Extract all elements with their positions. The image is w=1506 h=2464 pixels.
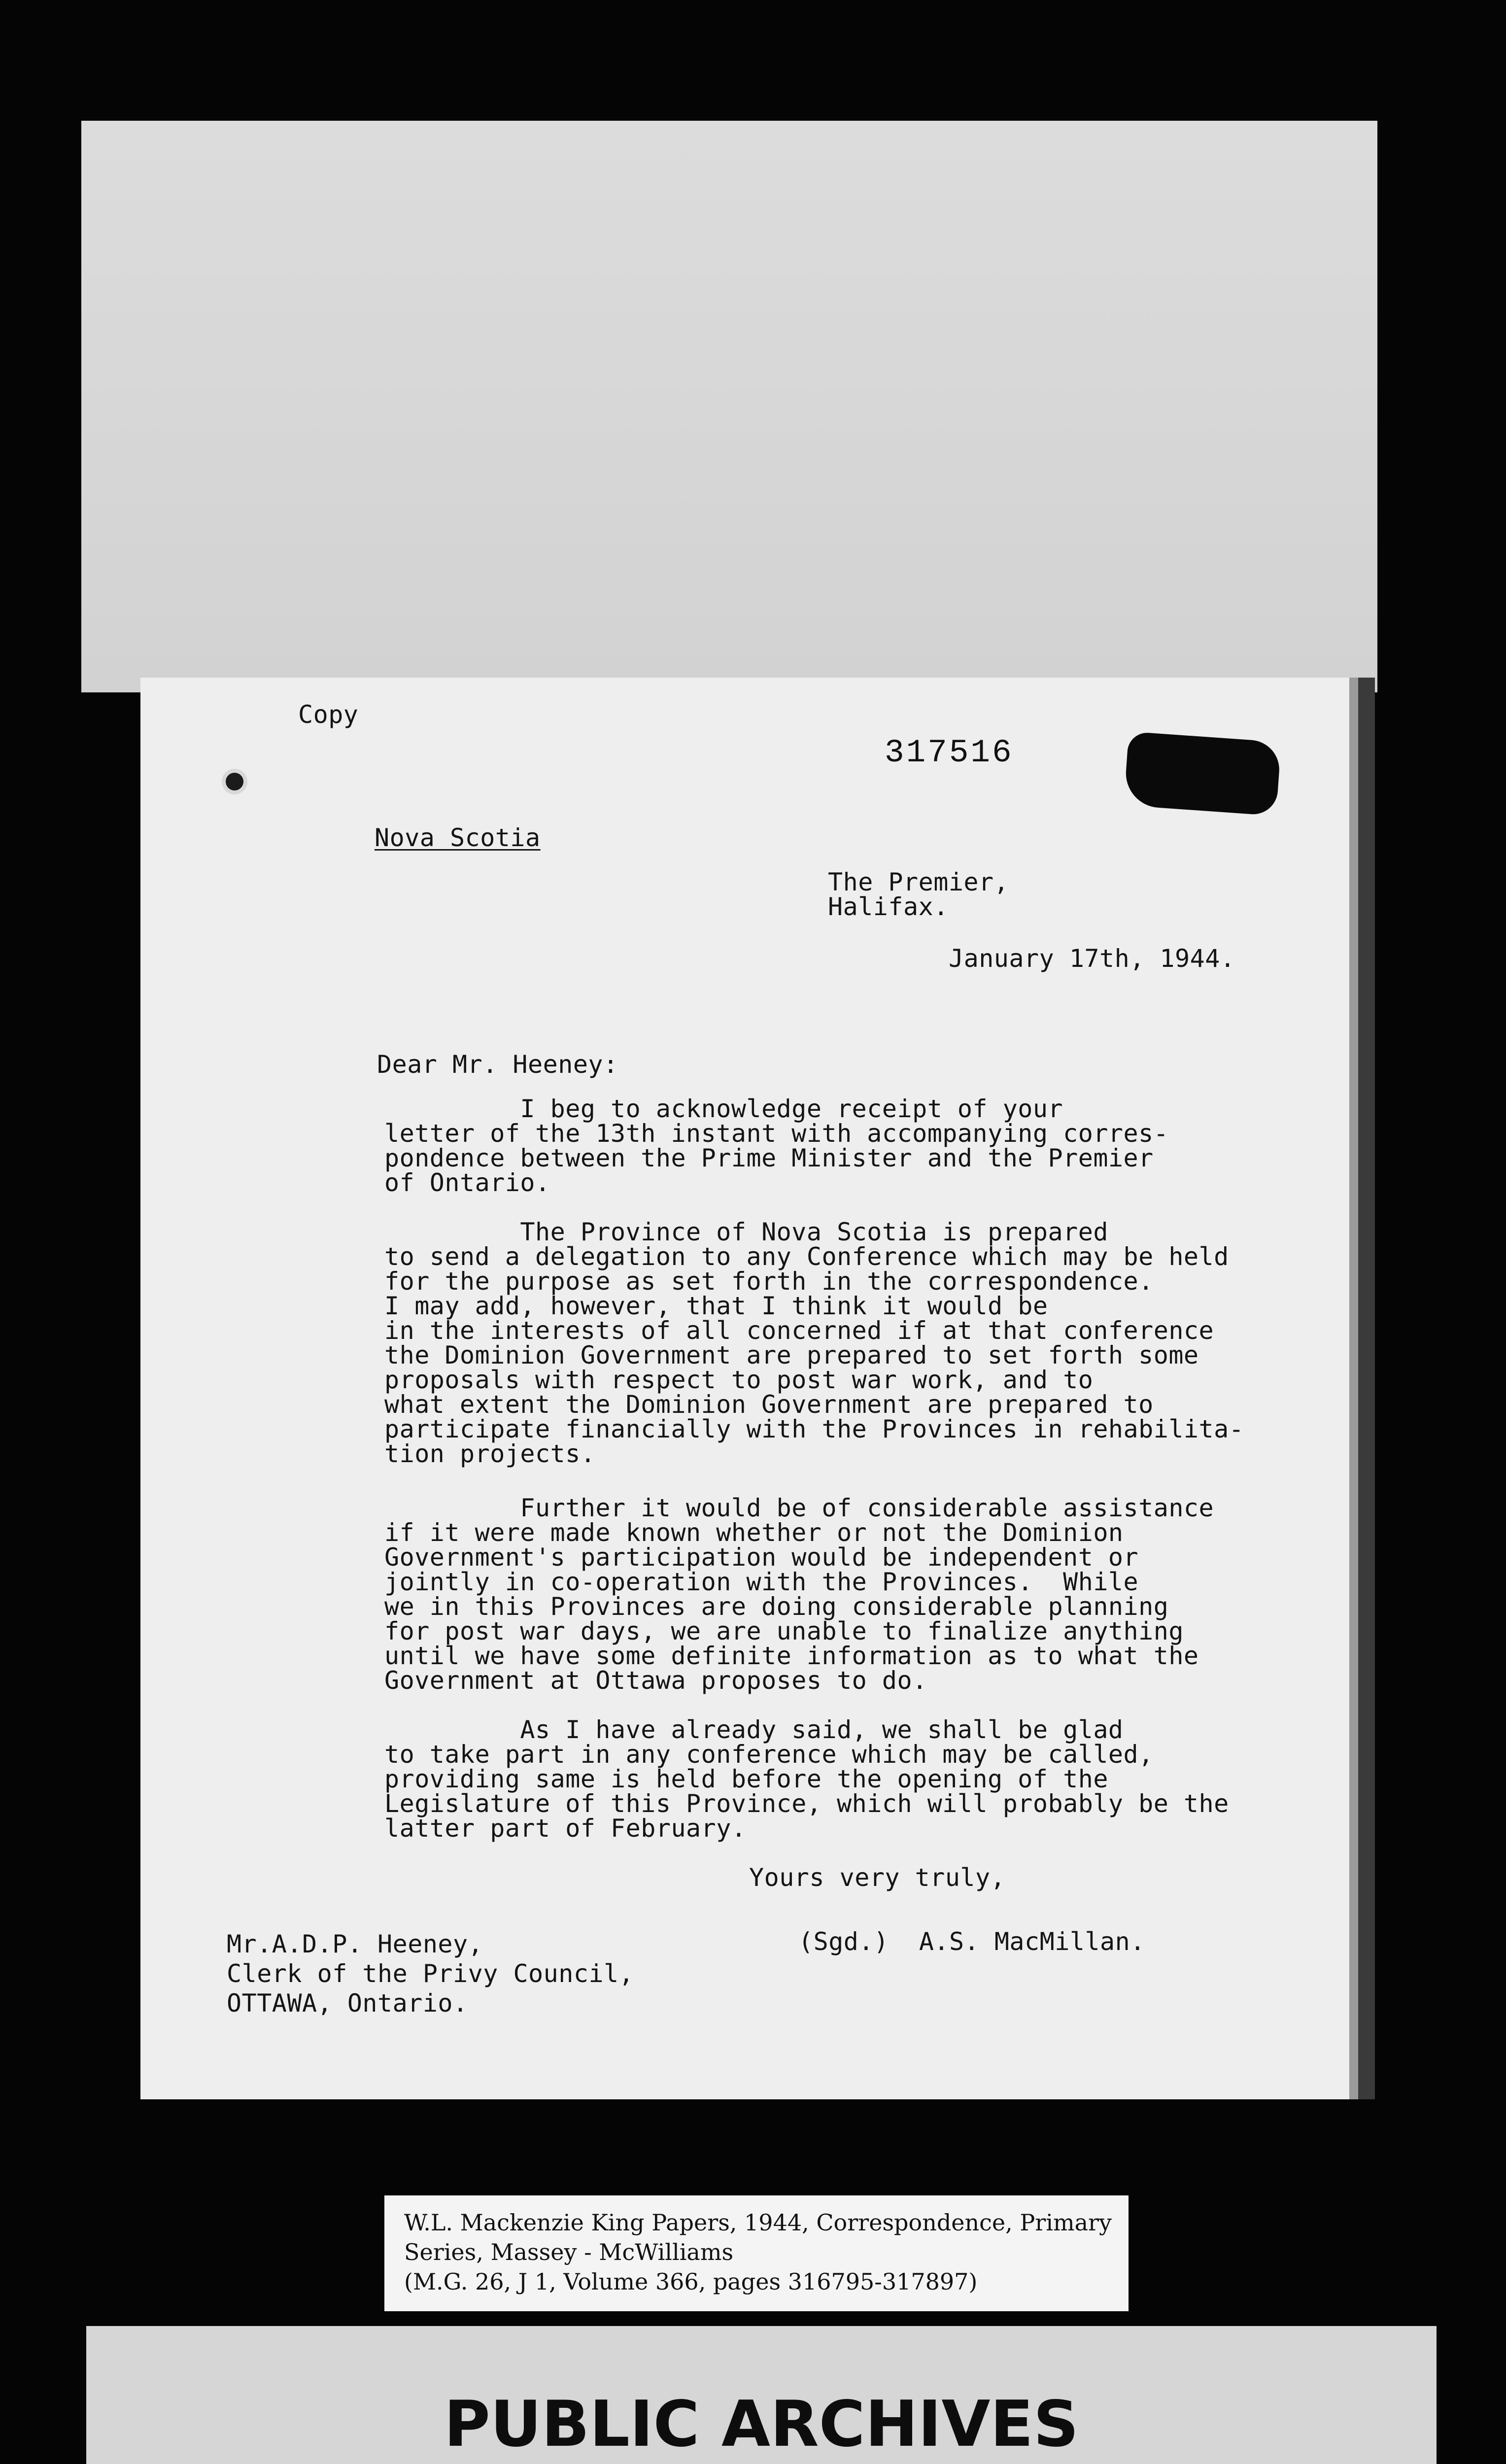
signature: (Sgd.) A.S. MacMillan. (798, 1927, 1145, 1956)
body-line: tion projects. (384, 1439, 596, 1468)
body-line: jointly in co-operation with the Provinces. While (384, 1568, 1139, 1596)
body-line: As I have already said, we shall be glad (384, 1715, 1124, 1744)
reference-line: W.L. Mackenzie King Papers, 1944, Correspondence, Primary (404, 2209, 1112, 2236)
redaction-mark (1124, 731, 1281, 816)
body-line: until we have some definite information as to what the (384, 1642, 1199, 1670)
archive-title-english: PUBLIC ARCHIVES (444, 2388, 1079, 2461)
body-line: proposals with respect to post war work, and to (384, 1366, 1094, 1394)
addressee-province: Nova Scotia (375, 823, 541, 852)
sender-title: The Premier, (828, 868, 1009, 896)
body-line: I may add, however, that I think it would be (384, 1292, 1048, 1320)
body-line: we in this Provinces are doing considerable planning (384, 1592, 1169, 1621)
body-line: providing same is held before the opening of the (384, 1765, 1108, 1793)
body-line: Government's participation would be independent or (384, 1543, 1139, 1572)
sender-city: Halifax. (828, 892, 949, 921)
body-line: pondence between the Prime Minister and the Premier (384, 1144, 1154, 1172)
salutation: Dear Mr. Heeney: (377, 1050, 618, 1079)
punch-hole (222, 769, 247, 794)
body-line: latter part of February. (384, 1814, 747, 1843)
body-line: letter of the 13th instant with accompanying corres- (384, 1119, 1169, 1148)
blank-backing-sheet (81, 121, 1377, 692)
body-line: to send a delegation to any Conference which may be held (384, 1242, 1229, 1271)
recipient-name: Mr.A.D.P. Heeney, (227, 1930, 483, 1958)
archive-title-card (86, 2326, 1437, 2464)
letter-date: January 17th, 1944. (949, 944, 1235, 973)
body-line: the Dominion Government are prepared to set forth some (384, 1341, 1199, 1369)
recipient-city: OTTAWA, Ontario. (227, 1989, 468, 2018)
document-number: 317516 (885, 734, 1014, 771)
body-line: for post war days, we are unable to finalize anything (384, 1617, 1184, 1645)
body-line: if it were made known whether or not the Dominion (384, 1518, 1124, 1547)
recipient-title: Clerk of the Privy Council, (227, 1959, 634, 1988)
collection-reference-label (384, 2195, 1129, 2311)
closing: Yours very truly, (749, 1863, 1006, 1892)
body-line: of Ontario. (384, 1168, 550, 1197)
reference-line: Series, Massey - McWilliams (404, 2239, 734, 2265)
body-line: Further it would be of considerable assistance (384, 1494, 1214, 1522)
body-line: Legislature of this Province, which will probably be the (384, 1789, 1229, 1818)
body-line: The Province of Nova Scotia is prepared (384, 1218, 1108, 1246)
letter-page (140, 678, 1375, 2099)
body-line: to take part in any conference which may be called, (384, 1740, 1154, 1769)
body-line: what extent the Dominion Government are prepared to (384, 1390, 1154, 1419)
body-line: in the interests of all concerned if at that conference (384, 1316, 1214, 1345)
copy-mark: Copy (298, 700, 359, 729)
body-line: participate financially with the Provinces in rehabilita- (384, 1415, 1244, 1443)
body-line: for the purpose as set forth in the correspondence. (384, 1267, 1154, 1296)
reference-line: (M.G. 26, J 1, Volume 366, pages 316795-317897) (404, 2268, 978, 2295)
body-line: I beg to acknowledge receipt of your (384, 1095, 1063, 1123)
body-line: Government at Ottawa proposes to do. (384, 1666, 927, 1695)
